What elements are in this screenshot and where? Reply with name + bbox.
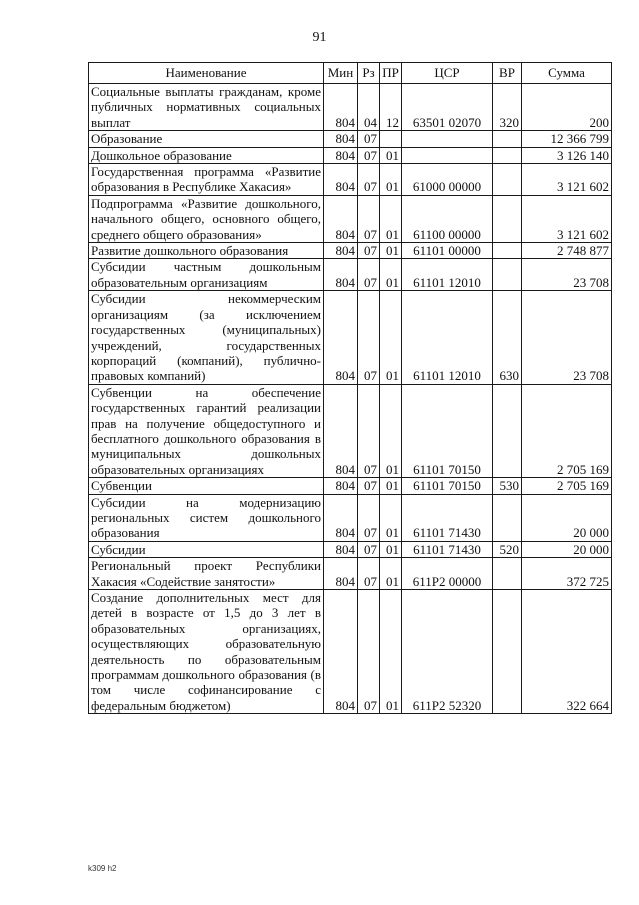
cell-vr bbox=[493, 147, 522, 163]
table-row bbox=[89, 147, 612, 163]
cell-name: Субсидии bbox=[89, 541, 324, 557]
cell-sum: 20 000 bbox=[522, 541, 612, 557]
cell-csr: 61000 00000 bbox=[402, 164, 493, 196]
header-csr: ЦСР bbox=[402, 63, 493, 84]
cell-csr: 61101 00000 bbox=[402, 243, 493, 259]
cell-rz: 07 bbox=[358, 243, 380, 259]
table-row bbox=[89, 291, 612, 384]
cell-rz: 04 bbox=[358, 84, 380, 131]
cell-vr bbox=[493, 494, 522, 541]
cell-pr: 01 bbox=[380, 541, 402, 557]
cell-min: 804 bbox=[324, 478, 358, 494]
cell-pr: 01 bbox=[380, 384, 402, 477]
header-rz: Рз bbox=[358, 63, 380, 84]
cell-csr: 61101 71430 bbox=[402, 494, 493, 541]
cell-sum: 3 121 602 bbox=[522, 164, 612, 196]
cell-vr bbox=[493, 384, 522, 477]
cell-pr: 01 bbox=[380, 243, 402, 259]
cell-name: Образование bbox=[89, 131, 324, 147]
cell-rz: 07 bbox=[358, 147, 380, 163]
cell-vr: 630 bbox=[493, 291, 522, 384]
cell-sum: 322 664 bbox=[522, 590, 612, 714]
header-vr: ВР bbox=[493, 63, 522, 84]
cell-name: Субсидии некоммерческим организациям (за исключением государственных (муниципальных) учреждений, государственных корпораций (компаний), публично-правовых компаний) bbox=[89, 291, 324, 384]
cell-csr: 61101 12010 bbox=[402, 291, 493, 384]
header-pr: ПР bbox=[380, 63, 402, 84]
cell-pr: 12 bbox=[380, 84, 402, 131]
table-row bbox=[89, 590, 612, 714]
header-sum: Сумма bbox=[522, 63, 612, 84]
cell-name: Дошкольное образование bbox=[89, 147, 324, 163]
table-row bbox=[89, 243, 612, 259]
cell-min: 804 bbox=[324, 291, 358, 384]
table-row bbox=[89, 164, 612, 196]
cell-vr: 530 bbox=[493, 478, 522, 494]
cell-sum: 23 708 bbox=[522, 291, 612, 384]
table-row bbox=[89, 384, 612, 477]
cell-pr bbox=[380, 131, 402, 147]
cell-vr: 320 bbox=[493, 84, 522, 131]
cell-name: Создание дополнительных мест для детей в возрасте от 1,5 до 3 лет в образовательных организациях, осуществляющих образовательную деятельность по образовательным программам дошкольного образования (в том числе софинансирование с федеральным бюджетом) bbox=[89, 590, 324, 714]
cell-min: 804 bbox=[324, 195, 358, 242]
cell-vr bbox=[493, 164, 522, 196]
table-row bbox=[89, 84, 612, 131]
cell-rz: 07 bbox=[358, 478, 380, 494]
cell-rz: 07 bbox=[358, 494, 380, 541]
cell-sum: 200 bbox=[522, 84, 612, 131]
header-min: Мин bbox=[324, 63, 358, 84]
cell-pr: 01 bbox=[380, 478, 402, 494]
cell-vr bbox=[493, 259, 522, 291]
cell-min: 804 bbox=[324, 558, 358, 590]
cell-min: 804 bbox=[324, 243, 358, 259]
cell-sum: 3 121 602 bbox=[522, 195, 612, 242]
table-row bbox=[89, 195, 612, 242]
cell-vr: 520 bbox=[493, 541, 522, 557]
cell-name: Подпрограмма «Развитие дошкольного, начального общего, основного общего, среднего общего образования» bbox=[89, 195, 324, 242]
cell-vr bbox=[493, 131, 522, 147]
table-row bbox=[89, 558, 612, 590]
cell-pr: 01 bbox=[380, 291, 402, 384]
cell-sum: 2 748 877 bbox=[522, 243, 612, 259]
cell-min: 804 bbox=[324, 541, 358, 557]
cell-sum: 2 705 169 bbox=[522, 384, 612, 477]
cell-min: 804 bbox=[324, 384, 358, 477]
cell-pr: 01 bbox=[380, 590, 402, 714]
table-row bbox=[89, 259, 612, 291]
cell-sum: 12 366 799 bbox=[522, 131, 612, 147]
cell-csr: 611P2 00000 bbox=[402, 558, 493, 590]
header-name: Наименование bbox=[89, 63, 324, 84]
cell-sum: 3 126 140 bbox=[522, 147, 612, 163]
cell-vr bbox=[493, 590, 522, 714]
cell-min: 804 bbox=[324, 494, 358, 541]
cell-name: Развитие дошкольного образования bbox=[89, 243, 324, 259]
cell-min: 804 bbox=[324, 84, 358, 131]
cell-csr: 63501 02070 bbox=[402, 84, 493, 131]
cell-pr: 01 bbox=[380, 164, 402, 196]
cell-min: 804 bbox=[324, 590, 358, 714]
cell-name: Государственная программа «Развитие образования в Республике Хакасия» bbox=[89, 164, 324, 196]
cell-csr: 61101 12010 bbox=[402, 259, 493, 291]
cell-min: 804 bbox=[324, 164, 358, 196]
cell-pr: 01 bbox=[380, 147, 402, 163]
footer-code: k309 h2 bbox=[88, 864, 117, 873]
cell-name: Социальные выплаты гражданам, кроме публичных нормативных социальных выплат bbox=[89, 84, 324, 131]
table-row bbox=[89, 541, 612, 557]
cell-name: Субвенции на обеспечение государственных гарантий реализации прав на получение общедоступного и бесплатного дошкольного образования в муниципальных дошкольных образовательных организациях bbox=[89, 384, 324, 477]
cell-pr: 01 bbox=[380, 558, 402, 590]
cell-rz: 07 bbox=[358, 590, 380, 714]
table-row bbox=[89, 478, 612, 494]
cell-sum: 2 705 169 bbox=[522, 478, 612, 494]
cell-rz: 07 bbox=[358, 164, 380, 196]
cell-pr: 01 bbox=[380, 494, 402, 541]
cell-rz: 07 bbox=[358, 195, 380, 242]
cell-vr bbox=[493, 558, 522, 590]
cell-vr bbox=[493, 243, 522, 259]
cell-csr: 61100 00000 bbox=[402, 195, 493, 242]
cell-rz: 07 bbox=[358, 384, 380, 477]
cell-sum: 20 000 bbox=[522, 494, 612, 541]
cell-sum: 23 708 bbox=[522, 259, 612, 291]
cell-csr: 611P2 52320 bbox=[402, 590, 493, 714]
cell-pr: 01 bbox=[380, 195, 402, 242]
cell-pr: 01 bbox=[380, 259, 402, 291]
cell-csr: 61101 70150 bbox=[402, 478, 493, 494]
cell-name: Субвенции bbox=[89, 478, 324, 494]
page-number: 91 bbox=[312, 30, 327, 45]
cell-rz: 07 bbox=[358, 259, 380, 291]
cell-min: 804 bbox=[324, 131, 358, 147]
cell-rz: 07 bbox=[358, 131, 380, 147]
table-header-row bbox=[89, 63, 612, 84]
table-row bbox=[89, 494, 612, 541]
cell-vr bbox=[493, 195, 522, 242]
cell-csr bbox=[402, 147, 493, 163]
cell-rz: 07 bbox=[358, 541, 380, 557]
table-row bbox=[89, 131, 612, 147]
cell-csr: 61101 71430 bbox=[402, 541, 493, 557]
cell-rz: 07 bbox=[358, 291, 380, 384]
cell-name: Субсидии на модернизацию региональных систем дошкольного образования bbox=[89, 494, 324, 541]
table-body bbox=[89, 84, 612, 714]
cell-csr: 61101 70150 bbox=[402, 384, 493, 477]
cell-name: Региональный проект Республики Хакасия «Содействие занятости» bbox=[89, 558, 324, 590]
cell-csr bbox=[402, 131, 493, 147]
budget-table bbox=[88, 62, 612, 714]
cell-name: Субсидии частным дошкольным образовательным организациям bbox=[89, 259, 324, 291]
cell-rz: 07 bbox=[358, 558, 380, 590]
cell-min: 804 bbox=[324, 147, 358, 163]
cell-sum: 372 725 bbox=[522, 558, 612, 590]
cell-min: 804 bbox=[324, 259, 358, 291]
